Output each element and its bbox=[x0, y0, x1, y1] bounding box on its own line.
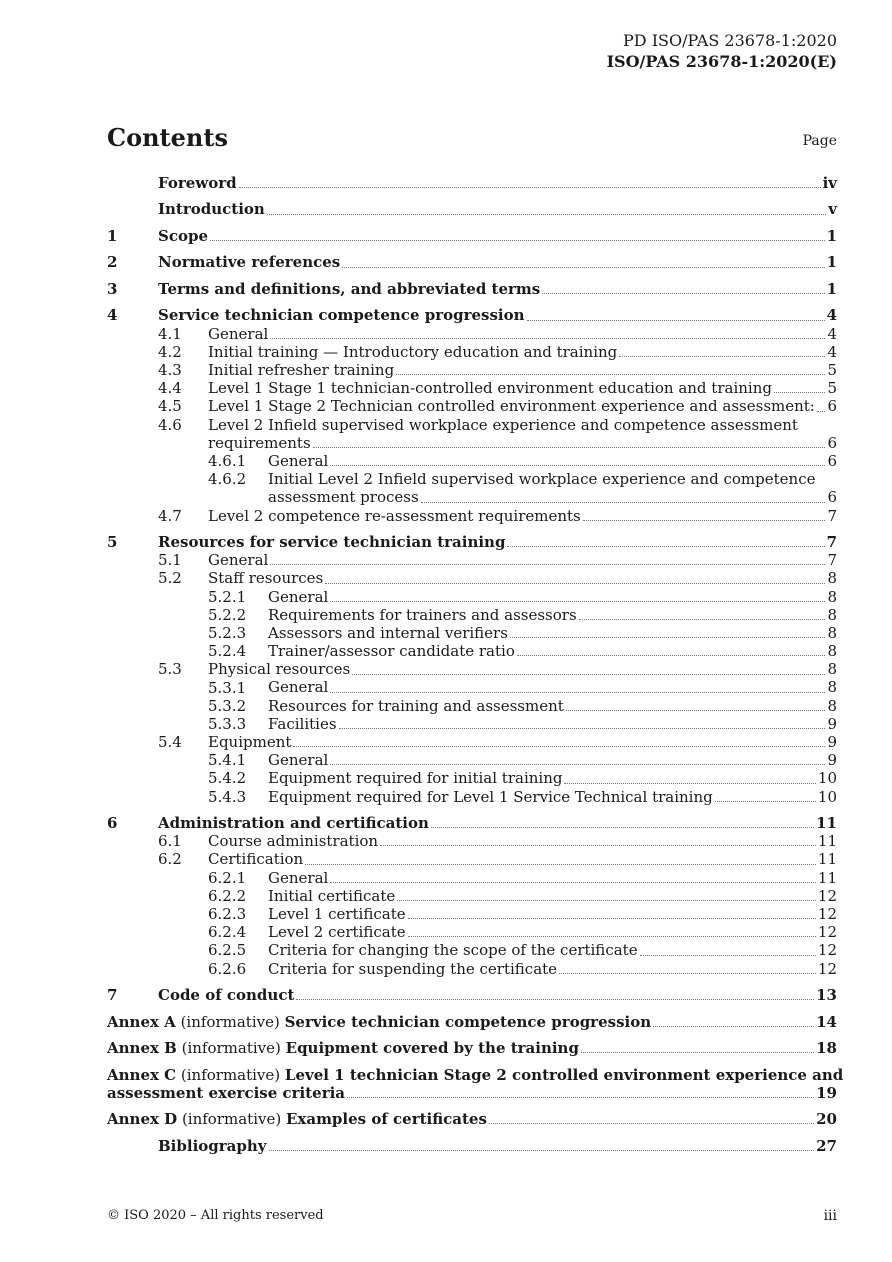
toc-entry-title: General bbox=[208, 324, 269, 343]
toc-entry-line bbox=[268, 678, 837, 696]
toc-entry-page: 9 bbox=[827, 714, 837, 733]
toc-entry-title-line1: Initial Level 2 Infield supervised workplace experience and competence bbox=[268, 470, 816, 489]
toc-entry-page: 8 bbox=[827, 642, 837, 661]
toc-entry-line bbox=[158, 227, 837, 245]
toc-entry-title: General bbox=[268, 451, 329, 470]
toc-entry-number: 5.1 bbox=[158, 551, 182, 570]
toc-entry-number: 6.2.5 bbox=[208, 941, 247, 960]
toc-entry[interactable] bbox=[107, 788, 837, 806]
toc-entry-title-line1: Annex C (informative) Level 1 technician Stage 2 controlled environment experience and bbox=[107, 1065, 844, 1084]
dot-leader bbox=[239, 186, 821, 188]
toc-entry-title: Level 1 Stage 2 Technician controlled environment experience and assessment: bbox=[208, 397, 815, 416]
toc-entry-line bbox=[268, 642, 837, 660]
toc-entry-number: 1 bbox=[107, 226, 118, 245]
dot-leader bbox=[270, 337, 825, 339]
dot-leader bbox=[579, 618, 826, 620]
toc-entry-number: 6.2.6 bbox=[208, 959, 247, 978]
toc-entry-number: 4.1 bbox=[158, 324, 182, 343]
toc-entry-title: Criteria for suspending the certificate bbox=[268, 959, 558, 978]
toc-entry[interactable] bbox=[107, 624, 837, 642]
dot-leader bbox=[267, 213, 826, 215]
toc-entry-line bbox=[208, 379, 837, 397]
dot-leader bbox=[352, 673, 825, 675]
toc-entry-line bbox=[158, 533, 837, 551]
toc-entry-title: Level 1 Stage 1 technician-controlled environment education and training bbox=[208, 379, 772, 398]
toc-entry[interactable] bbox=[107, 551, 837, 569]
toc-entry-line bbox=[107, 1110, 837, 1128]
toc-entry-title: Equipment required for Level 1 Service Technical training bbox=[268, 787, 713, 806]
toc-entry-line bbox=[268, 624, 837, 642]
toc-entry-title: Scope bbox=[158, 226, 209, 245]
dot-leader bbox=[330, 691, 825, 693]
toc-entry-title: General bbox=[268, 751, 329, 770]
toc-entry-line bbox=[268, 923, 837, 941]
toc-entry-number: 4.3 bbox=[158, 360, 182, 379]
toc-entry-page: 4 bbox=[827, 324, 837, 343]
toc-entry[interactable] bbox=[107, 416, 837, 452]
toc-entry-line bbox=[208, 361, 837, 379]
toc-entry[interactable] bbox=[107, 941, 837, 959]
toc-entry[interactable] bbox=[107, 588, 837, 606]
toc-entry[interactable] bbox=[107, 1013, 837, 1031]
toc-entry-line bbox=[268, 751, 837, 769]
toc-entry-line bbox=[158, 814, 837, 832]
toc-entry-number: 5.3.3 bbox=[208, 714, 247, 733]
toc-entry-page: 14 bbox=[816, 1012, 837, 1031]
annex-type: (informative) bbox=[175, 1012, 285, 1031]
dot-leader bbox=[339, 727, 826, 729]
toc-entry-title: Initial certificate bbox=[268, 886, 396, 905]
toc-entry-number: 6.1 bbox=[158, 832, 182, 851]
toc-entry-page: 6 bbox=[827, 397, 837, 416]
toc-entry-line bbox=[268, 960, 837, 978]
toc-entry-number: 5.4 bbox=[158, 733, 182, 752]
toc-entry-page: 11 bbox=[817, 868, 837, 887]
toc-entry[interactable] bbox=[107, 1110, 837, 1128]
dot-leader bbox=[270, 563, 825, 565]
dot-leader bbox=[330, 464, 825, 466]
dot-leader bbox=[408, 935, 816, 937]
toc-entry-title: General bbox=[268, 678, 329, 697]
toc-entry-title: Code of conduct bbox=[158, 986, 295, 1005]
toc-entry-line bbox=[208, 325, 837, 343]
toc-entry-page: 4 bbox=[826, 306, 837, 325]
toc-entry-number: 6.2.1 bbox=[208, 868, 247, 887]
toc-entry-line bbox=[268, 588, 837, 606]
toc-entry[interactable] bbox=[107, 642, 837, 660]
toc-entry-number: 5.2.3 bbox=[208, 623, 247, 642]
dot-leader bbox=[210, 239, 825, 241]
toc-entry-page: 8 bbox=[827, 623, 837, 642]
toc-entry-title: Certification bbox=[208, 850, 304, 869]
dot-leader bbox=[510, 636, 826, 638]
dot-leader bbox=[564, 782, 815, 784]
toc-entry-title: General bbox=[268, 868, 329, 887]
toc-entry-title: Trainer/assessor candidate ratio bbox=[268, 642, 515, 661]
toc-entry-page: 10 bbox=[817, 787, 837, 806]
toc-entry-title-line1: Level 2 Infield supervised workplace experience and competence assessment bbox=[208, 415, 798, 434]
toc-entry[interactable] bbox=[107, 850, 837, 868]
toc-entry-page: 20 bbox=[816, 1110, 837, 1129]
dot-leader bbox=[489, 1122, 814, 1124]
toc-entry-line bbox=[208, 569, 837, 587]
toc-entry-page: 9 bbox=[827, 751, 837, 770]
toc-entry-page: 8 bbox=[827, 678, 837, 697]
toc-entry-line bbox=[158, 253, 837, 271]
toc-entry-page: 1 bbox=[826, 253, 837, 272]
dot-leader bbox=[817, 410, 826, 412]
toc-entry[interactable] bbox=[107, 887, 837, 905]
toc-entry[interactable] bbox=[107, 679, 837, 697]
toc-entry-page: 7 bbox=[826, 532, 837, 551]
toc-entry-line bbox=[268, 606, 837, 624]
toc-entry-number: 5.4.3 bbox=[208, 787, 247, 806]
toc-entry[interactable] bbox=[107, 751, 837, 769]
dot-leader bbox=[581, 1051, 814, 1053]
toc-entry-line bbox=[158, 280, 837, 298]
annex-type: (informative) bbox=[176, 1039, 286, 1058]
dot-leader bbox=[330, 763, 825, 765]
toc-entry[interactable] bbox=[107, 174, 837, 192]
toc-entry-line bbox=[268, 697, 837, 715]
toc-entry-line bbox=[208, 850, 837, 868]
toc-entry[interactable] bbox=[107, 397, 837, 415]
toc-entry-page: v bbox=[828, 200, 837, 219]
toc-entry-line bbox=[158, 986, 837, 1004]
toc-entry[interactable] bbox=[107, 361, 837, 379]
toc-entry-line bbox=[268, 715, 837, 733]
toc-entry-title: Equipment required for initial training bbox=[268, 769, 563, 788]
toc-entry-line bbox=[208, 434, 837, 452]
toc-entry-number: 6.2.4 bbox=[208, 923, 247, 942]
toc-entry-page: 27 bbox=[816, 1136, 837, 1155]
toc-entry-number: 4.7 bbox=[158, 506, 182, 525]
toc-entry[interactable] bbox=[107, 533, 837, 551]
toc-entry-page: 12 bbox=[817, 923, 837, 942]
toc-entry-title: Foreword bbox=[158, 173, 237, 192]
toc-entry[interactable] bbox=[107, 470, 837, 506]
dot-leader bbox=[305, 863, 816, 865]
toc-entry-page: 5 bbox=[827, 379, 837, 398]
toc-entry-number: 5.3.1 bbox=[208, 678, 247, 697]
toc-entry[interactable] bbox=[107, 905, 837, 923]
dot-leader bbox=[325, 582, 825, 584]
toc-entry[interactable] bbox=[107, 343, 837, 361]
toc-entry-page: 6 bbox=[827, 451, 837, 470]
toc-entry-line bbox=[107, 1084, 837, 1102]
toc-entry[interactable] bbox=[107, 660, 837, 678]
document-id: PD ISO/PAS 23678-1:2020 bbox=[623, 31, 837, 50]
toc-entry[interactable] bbox=[107, 1065, 844, 1102]
toc-entry[interactable] bbox=[107, 1039, 837, 1057]
toc-entry[interactable] bbox=[107, 960, 837, 978]
dot-leader bbox=[559, 972, 816, 974]
toc-entry-title: Annex D (informative) Examples of certificates bbox=[107, 1110, 487, 1129]
toc-entry-number: 3 bbox=[107, 279, 118, 298]
toc-entry-number: 5.4.1 bbox=[208, 751, 247, 770]
toc-entry[interactable] bbox=[107, 733, 837, 751]
dot-leader bbox=[421, 501, 826, 503]
toc-entry-number: 5.3 bbox=[158, 660, 182, 679]
toc-entry-line bbox=[268, 941, 837, 959]
toc-entry-page: 11 bbox=[817, 850, 837, 869]
toc-entry-title: Annex B (informative) Equipment covered by the training bbox=[107, 1039, 579, 1058]
toc-entry-number: 2 bbox=[107, 253, 118, 272]
dot-leader bbox=[431, 826, 814, 828]
toc-entry-page: 6 bbox=[827, 433, 837, 452]
toc-entry-number: 6 bbox=[107, 814, 118, 833]
toc-entry-number: 4 bbox=[107, 306, 118, 325]
toc-entry-line bbox=[158, 1137, 837, 1155]
toc-entry-title: Service technician competence progression bbox=[158, 306, 525, 325]
toc-entry-page: 8 bbox=[827, 660, 837, 679]
toc-entry-number: 4.4 bbox=[158, 379, 182, 398]
toc-entry-number: 5.3.2 bbox=[208, 696, 247, 715]
table-of-contents bbox=[107, 173, 844, 1155]
dot-leader bbox=[527, 319, 825, 321]
dot-leader bbox=[269, 1149, 815, 1151]
toc-entry[interactable] bbox=[107, 814, 837, 832]
toc-entry-title: assessment process bbox=[268, 488, 419, 507]
toc-entry[interactable] bbox=[107, 379, 837, 397]
toc-entry-title: Introduction bbox=[158, 200, 265, 219]
toc-entry-page: 19 bbox=[816, 1083, 837, 1102]
dot-leader bbox=[330, 600, 825, 602]
toc-entry-title: Staff resources bbox=[208, 569, 324, 588]
toc-entry[interactable] bbox=[107, 606, 837, 624]
toc-entry-page: 6 bbox=[827, 488, 837, 507]
dot-leader bbox=[342, 266, 824, 268]
toc-entry-number: 4.6.1 bbox=[208, 451, 247, 470]
toc-entry-number: 4.2 bbox=[158, 342, 182, 361]
annex-type: (informative) bbox=[177, 1110, 286, 1129]
toc-entry-title: Bibliography bbox=[158, 1136, 267, 1155]
toc-entry[interactable] bbox=[107, 280, 837, 298]
page-title: Contents bbox=[107, 123, 228, 152]
toc-entry-line bbox=[208, 733, 837, 751]
page-column-label: Page bbox=[802, 133, 837, 149]
toc-entry-line bbox=[158, 200, 837, 218]
dot-leader bbox=[408, 917, 816, 919]
toc-entry-page: 1 bbox=[826, 226, 837, 245]
toc-entry-number: 5.2.4 bbox=[208, 642, 247, 661]
toc-entry-page: iv bbox=[822, 173, 837, 192]
copyright-notice: © ISO 2020 – All rights reserved bbox=[107, 1208, 324, 1223]
toc-entry-page: 9 bbox=[827, 733, 837, 752]
annex-label: Annex A bbox=[107, 1012, 176, 1031]
toc-entry-line bbox=[268, 905, 837, 923]
dot-leader bbox=[347, 1096, 814, 1098]
toc-entry-page: 12 bbox=[817, 886, 837, 905]
toc-entry[interactable] bbox=[107, 769, 837, 787]
toc-entry-line bbox=[107, 1039, 837, 1057]
toc-entry-page: 10 bbox=[817, 769, 837, 788]
dot-leader bbox=[293, 745, 825, 747]
dot-leader bbox=[517, 654, 826, 656]
toc-entry-line bbox=[158, 306, 837, 324]
annex-label: Annex C bbox=[107, 1065, 177, 1084]
toc-entry-page: 12 bbox=[817, 941, 837, 960]
toc-entry-title: Terms and definitions, and abbreviated terms bbox=[158, 279, 541, 298]
toc-entry-line bbox=[107, 1013, 837, 1031]
toc-entry-number: 6.2 bbox=[158, 850, 182, 869]
toc-entry-title: Course administration bbox=[208, 832, 379, 851]
dot-leader bbox=[619, 355, 825, 357]
toc-entry[interactable] bbox=[107, 200, 837, 218]
toc-entry[interactable] bbox=[107, 452, 837, 470]
annex-type: (informative) bbox=[176, 1065, 285, 1084]
toc-entry-number: 6.2.2 bbox=[208, 886, 247, 905]
toc-entry-title: Physical resources bbox=[208, 660, 351, 679]
toc-entry-page: 4 bbox=[827, 342, 837, 361]
toc-entry-page: 11 bbox=[817, 832, 837, 851]
toc-entry-title: Criteria for changing the scope of the certificate bbox=[268, 941, 638, 960]
toc-entry-title: Requirements for trainers and assessors bbox=[268, 605, 577, 624]
toc-entry-page: 11 bbox=[816, 814, 837, 833]
toc-entry-page: 1 bbox=[826, 279, 837, 298]
toc-entry-number: 4.6.2 bbox=[208, 470, 247, 489]
document-id-edition: ISO/PAS 23678-1:2020(E) bbox=[606, 52, 837, 71]
toc-entry-title: Level 2 certificate bbox=[268, 923, 406, 942]
toc-entry-line bbox=[208, 832, 837, 850]
toc-entry-number: 5.2.1 bbox=[208, 587, 247, 606]
dot-leader bbox=[296, 998, 814, 1000]
toc-entry-line bbox=[158, 174, 837, 192]
toc-entry-line bbox=[268, 887, 837, 905]
toc-entry-number: 7 bbox=[107, 986, 118, 1005]
toc-entry-title: Annex A (informative) Service technician competence progression bbox=[107, 1012, 652, 1031]
toc-entry-line bbox=[208, 343, 837, 361]
dot-leader bbox=[380, 844, 816, 846]
toc-entry-page: 8 bbox=[827, 569, 837, 588]
toc-entry-title: Level 1 certificate bbox=[268, 905, 406, 924]
toc-entry[interactable] bbox=[107, 697, 837, 715]
toc-entry[interactable] bbox=[107, 832, 837, 850]
toc-entry-page: 12 bbox=[817, 905, 837, 924]
dot-leader bbox=[640, 954, 816, 956]
dot-leader bbox=[583, 519, 826, 521]
toc-entry-page: 5 bbox=[827, 360, 837, 379]
dot-leader bbox=[313, 446, 826, 448]
toc-entry-page: 12 bbox=[817, 959, 837, 978]
toc-entry-title: General bbox=[268, 587, 329, 606]
toc-entry[interactable] bbox=[107, 325, 837, 343]
toc-entry-title: Initial training — Introductory education and training bbox=[208, 342, 618, 361]
dot-leader bbox=[566, 709, 826, 711]
toc-entry-title: Administration and certification bbox=[158, 814, 429, 833]
dot-leader bbox=[330, 881, 816, 883]
toc-entry-line bbox=[268, 452, 837, 470]
toc-entry[interactable] bbox=[107, 507, 837, 525]
toc-entry-line bbox=[208, 551, 837, 569]
toc-entry-line bbox=[208, 507, 837, 525]
toc-entry-page: 8 bbox=[827, 605, 837, 624]
toc-entry[interactable] bbox=[107, 923, 837, 941]
toc-entry-page: 13 bbox=[816, 986, 837, 1005]
toc-entry-line bbox=[268, 788, 837, 806]
toc-entry[interactable] bbox=[107, 715, 837, 733]
dot-leader bbox=[507, 545, 824, 547]
toc-entry-title: Assessors and internal verifiers bbox=[268, 623, 508, 642]
dot-leader bbox=[653, 1025, 814, 1027]
toc-entry[interactable] bbox=[107, 306, 837, 324]
toc-entry-line bbox=[208, 397, 837, 415]
toc-entry-line bbox=[208, 660, 837, 678]
toc-entry-title: Level 2 competence re-assessment requirements bbox=[208, 506, 581, 525]
toc-entry-number: 6.2.3 bbox=[208, 905, 247, 924]
annex-label: Annex B bbox=[107, 1039, 177, 1058]
dot-leader bbox=[397, 899, 816, 901]
toc-entry-line bbox=[268, 488, 837, 506]
annex-label: Annex D bbox=[107, 1110, 178, 1129]
dot-leader bbox=[396, 373, 825, 375]
toc-entry-page: 18 bbox=[816, 1039, 837, 1058]
toc-entry-line bbox=[268, 769, 837, 787]
toc-entry-number: 5 bbox=[107, 533, 118, 551]
dot-leader bbox=[542, 292, 824, 294]
page-number: iii bbox=[823, 1208, 837, 1224]
toc-entry-title: General bbox=[208, 551, 269, 570]
toc-entry[interactable] bbox=[107, 869, 837, 887]
toc-entry-number: 5.2 bbox=[158, 569, 182, 588]
toc-entry-page: 7 bbox=[827, 506, 837, 525]
toc-entry-title: requirements bbox=[208, 433, 311, 452]
toc-entry-title: Resources for training and assessment bbox=[268, 696, 564, 715]
toc-entry[interactable] bbox=[107, 227, 837, 245]
toc-entry-number: 5.2.2 bbox=[208, 605, 247, 624]
toc-entry-title: Normative references bbox=[158, 253, 341, 272]
toc-entry-title: Resources for service technician training bbox=[158, 532, 506, 551]
toc-entry-number: 5.4.2 bbox=[208, 769, 247, 788]
toc-entry-line bbox=[268, 869, 837, 887]
toc-entry-number: 4.5 bbox=[158, 397, 182, 416]
toc-entry-title: Equipment bbox=[208, 733, 292, 752]
toc-entry[interactable] bbox=[107, 569, 837, 587]
dot-leader bbox=[774, 391, 825, 393]
toc-entry-page: 7 bbox=[827, 551, 837, 570]
toc-entry[interactable] bbox=[107, 1137, 837, 1155]
toc-entry-title: Initial refresher training bbox=[208, 360, 395, 379]
toc-entry-title: assessment exercise criteria bbox=[107, 1083, 346, 1102]
dot-leader bbox=[715, 800, 816, 802]
toc-entry-page: 8 bbox=[827, 587, 837, 606]
toc-entry-page: 8 bbox=[827, 696, 837, 715]
toc-entry-number: 4.6 bbox=[158, 415, 182, 434]
toc-entry[interactable] bbox=[107, 986, 837, 1004]
toc-entry-title: Facilities bbox=[268, 714, 337, 733]
toc-entry[interactable] bbox=[107, 253, 837, 271]
